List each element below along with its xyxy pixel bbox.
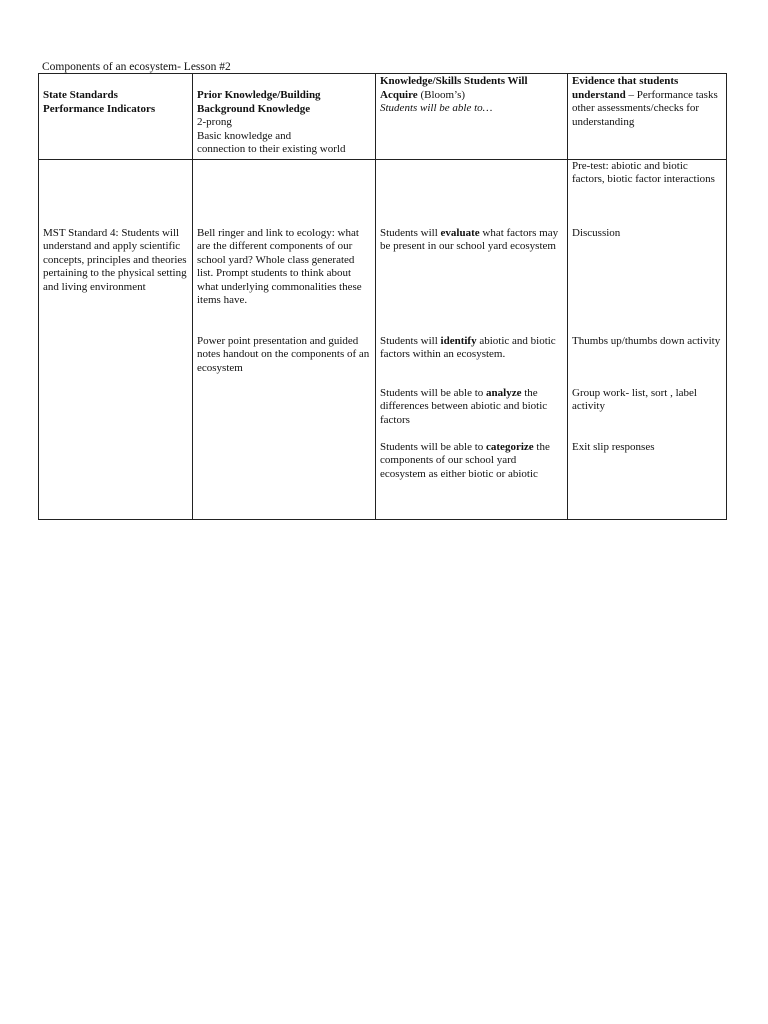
skill-4-verb: categorize — [486, 440, 534, 453]
header-col1-line1: State Standards — [43, 89, 118, 101]
header-col4-title-bold: Evidence that students understand — [572, 75, 679, 101]
prior-knowledge-cell — [193, 159, 376, 519]
skills-cell — [376, 159, 568, 519]
header-col2-line3: 2-prong — [197, 116, 232, 128]
prior-knowledge-item-1: Bell ringer and link to ecology: what are the different components of our school yard? Whole class generated list. Prompt students to think about what underlying commonalities these items have. — [197, 226, 362, 306]
skill-2-suffix: abiotic and biotic factors within an ecosystem. — [380, 334, 556, 360]
skill-item-1 — [380, 227, 564, 254]
skill-1-prefix: Students will — [380, 226, 441, 239]
skill-1-verb: evaluate — [440, 226, 480, 239]
header-prior-knowledge — [193, 74, 376, 160]
skill-3-prefix: Students will be able to — [380, 386, 487, 399]
evidence-item-5: Exit slip responses — [572, 440, 655, 453]
header-col2-line2: Background Knowledge — [197, 102, 311, 115]
evidence-item-3: Thumbs up/thumbs down activity — [572, 334, 721, 347]
header-col2-line1: Prior Knowledge/Building — [197, 89, 321, 101]
skill-4-suffix: the components of our school yard ecosystem as either biotic or abiotic — [380, 440, 550, 480]
header-col3-subtitle: Students will be able to… — [380, 102, 493, 114]
skill-4-prefix: Students will be able to — [380, 440, 487, 453]
evidence-item-2: Discussion — [572, 226, 621, 239]
header-evidence — [568, 74, 727, 160]
skill-3-verb: analyze — [486, 386, 522, 399]
header-col3-title-bold: Knowledge/Skills Students Will Acquire — [380, 75, 528, 101]
standards-cell — [39, 159, 193, 519]
header-col4-title-plain: – Performance tasks other assessments/checks for understanding — [572, 88, 718, 128]
standards-text: MST Standard 4: Students will understand and apply scientific concepts, principles and theories pertaining to the physical setting and living environment — [43, 226, 187, 293]
header-col1-line2: Performance Indicators — [43, 102, 156, 115]
header-col2-line5: connection to their existing world — [197, 143, 346, 155]
skill-item-3 — [380, 387, 564, 428]
header-knowledge-skills — [376, 74, 568, 160]
skill-item-4 — [380, 441, 564, 482]
document-title: Components of an ecosystem- Lesson #2 — [42, 61, 231, 73]
evidence-item-1: Pre-test: abiotic and biotic factors, biotic factor interactions — [572, 159, 715, 185]
skill-1-suffix: what factors may be present in our school yard ecosystem — [380, 226, 559, 252]
evidence-item-4: Group work- list, sort , label activity — [572, 386, 697, 412]
skill-2-verb: identify — [440, 334, 477, 347]
evidence-cell — [568, 159, 727, 519]
header-state-standards — [39, 74, 193, 160]
table-header-row — [39, 74, 727, 160]
header-col2-line4: Basic knowledge and — [197, 129, 292, 142]
header-col3-title-plain: (Bloom’s) — [417, 88, 466, 101]
skill-item-2 — [380, 335, 564, 362]
lesson-plan-table — [38, 73, 727, 520]
table-body-row — [39, 159, 727, 519]
skill-2-prefix: Students will — [380, 334, 441, 347]
prior-knowledge-item-2: Power point presentation and guided notes handout on the components of an ecosystem — [197, 334, 370, 374]
skill-3-suffix: the differences between abiotic and biotic factors — [380, 386, 548, 426]
